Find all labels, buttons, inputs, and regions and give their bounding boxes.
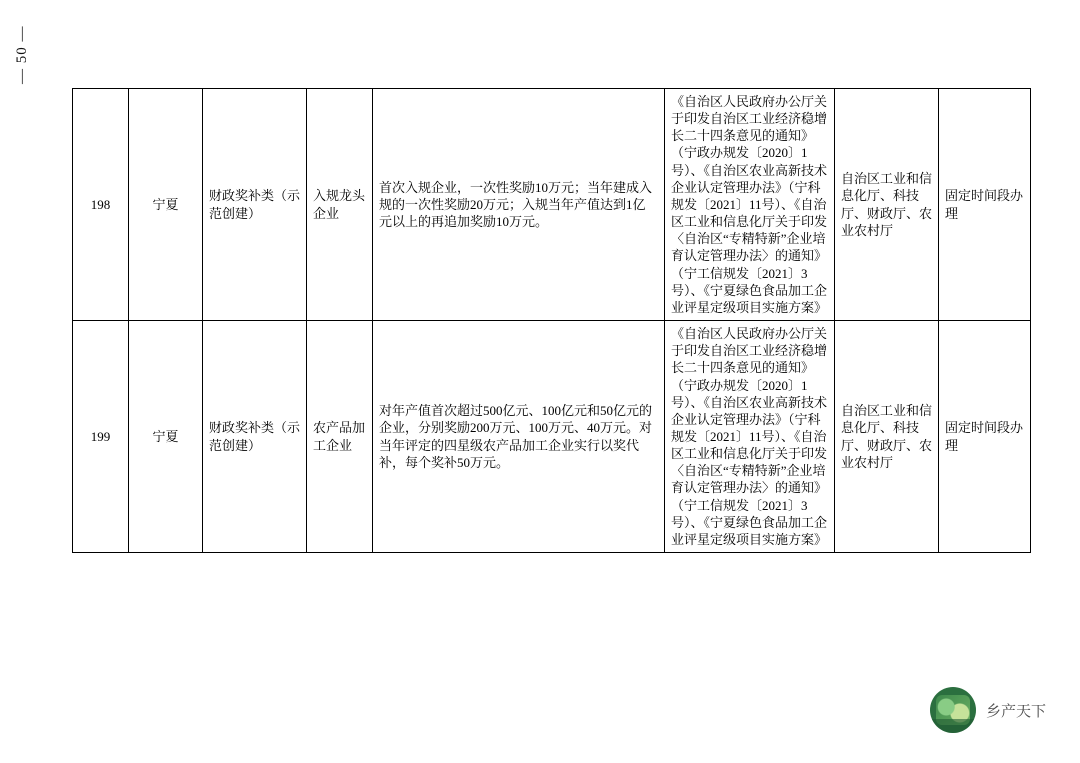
cell-object: 农产品加工企业 xyxy=(307,321,373,553)
cell-type: 财政奖补类（示范创建） xyxy=(203,89,307,321)
cell-content: 首次入规企业，一次性奖励10万元；当年建成入规的一次性奖励20万元；入规当年产值达到1亿元以上的再追加奖励10万元。 xyxy=(373,89,665,321)
cell-department: 自治区工业和信息化厅、科技厅、财政厅、农业农村厅 xyxy=(835,89,939,321)
cell-basis: 《自治区人民政府办公厅关于印发自治区工业经济稳增长二十四条意见的通知》（宁政办规发〔2020〕1号）、《自治区农业高新技术企业认定管理办法》（宁科规发〔2021〕11号）、《自治区工业和信息化厅关于印发〈自治区“专精特新”企业培育认定管理办法〉的通知》（宁工信规发〔2021〕3号）、《宁夏绿色食品加工企业评星定级项目实施方案》 xyxy=(665,321,835,553)
cell-num: 198 xyxy=(73,89,129,321)
account-logo-icon xyxy=(930,687,976,733)
cell-region: 宁夏 xyxy=(129,89,203,321)
cell-region: 宁夏 xyxy=(129,321,203,553)
account-name: 乡产天下 xyxy=(985,702,1046,720)
cell-object: 入规龙头企业 xyxy=(307,89,373,321)
cell-content: 对年产值首次超过500亿元、100亿元和50亿元的企业，分别奖励200万元、100万元、40万元。对当年评定的四星级农产品加工企业实行以奖代补，每个奖补50万元。 xyxy=(373,321,665,553)
cell-time: 固定时间段办理 xyxy=(939,321,1031,553)
table-row xyxy=(73,321,1031,553)
watermark xyxy=(930,687,1046,733)
policy-table xyxy=(72,88,1031,553)
cell-time: 固定时间段办理 xyxy=(939,89,1031,321)
cell-num: 199 xyxy=(73,321,129,553)
page-number: — 50 — xyxy=(14,25,30,84)
cell-basis: 《自治区人民政府办公厅关于印发自治区工业经济稳增长二十四条意见的通知》（宁政办规发〔2020〕1号）、《自治区农业高新技术企业认定管理办法》（宁科规发〔2021〕11号）、《自治区工业和信息化厅关于印发〈自治区“专精特新”企业培育认定管理办法〉的通知》（宁工信规发〔2021〕3号）、《宁夏绿色食品加工企业评星定级项目实施方案》 xyxy=(665,89,835,321)
cell-department: 自治区工业和信息化厅、科技厅、财政厅、农业农村厅 xyxy=(835,321,939,553)
cell-type: 财政奖补类（示范创建） xyxy=(203,321,307,553)
table-row xyxy=(73,89,1031,321)
